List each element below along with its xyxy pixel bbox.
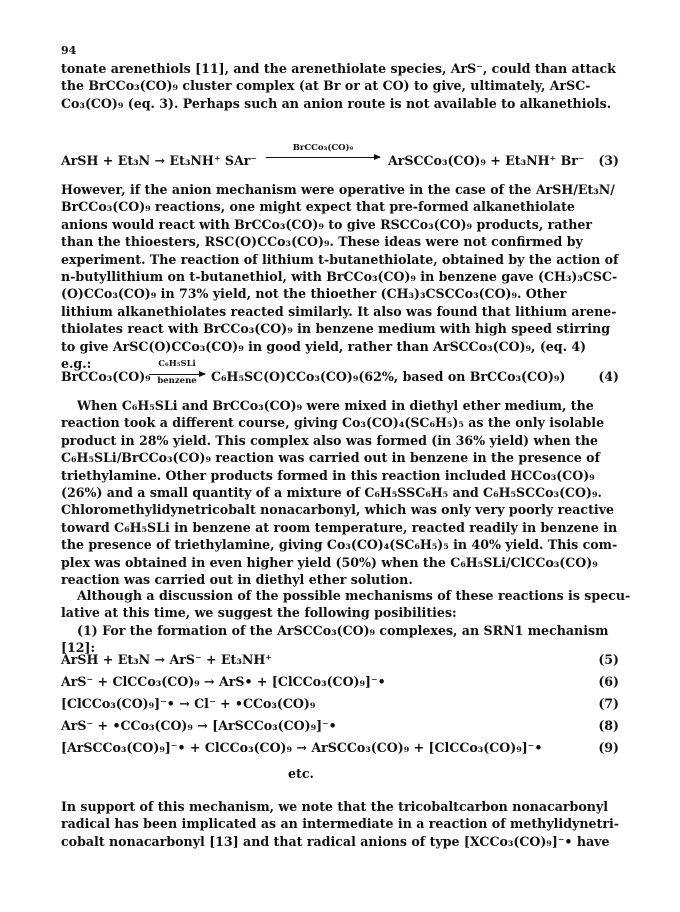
equation-8 (61, 717, 619, 735)
equation-8-text: ArS⁻ + •CCo₃(CO)₉ → [ArSCCo₃(CO)₉]⁻• (61, 718, 337, 733)
text-line: anions would react with BrCCo₃(CO)₉ to give RSCCo₃(CO)₉ products, rather (61, 216, 593, 232)
text-line: n-butyllithium on t-butanethiol, with BrCCo₃(CO)₉ in benzene gave (CH₃)₃CSC- (61, 269, 618, 285)
paragraph-4 (61, 587, 631, 657)
text-line: (26%) and a small quantity of a mixture of C₆H₅SSC₆H₅ and C₆H₅SCCo₃(CO)₉. (61, 485, 602, 501)
text-line: When C₆H₅SLi and BrCCo₃(CO)₉ were mixed in diethyl ether medium, the (77, 398, 594, 413)
reaction-arrow-icon (266, 157, 380, 158)
equation-4-solvent: benzene (157, 376, 197, 386)
text-line: to give ArSC(O)CCo₃(CO)₉ in good yield, rather than ArSCCo₃(CO)₉, (eq. 4) (61, 338, 587, 354)
text-line: thiolates react with BrCCo₃(CO)₉ in benzene medium with high speed stirring (61, 321, 611, 337)
equation-etc: etc. (288, 766, 314, 781)
equation-4-rhs: C₆H₅SC(O)CCo₃(CO)₉(62%, based on BrCCo₃(CO)₉) (211, 369, 566, 384)
text-line: the BrCCo₃(CO)₉ cluster complex (at Br or at CO) to give, ultimately, ArSC- (61, 78, 591, 94)
text-line: product in 28% yield. This complex also was formed (in 36% yield) when the (61, 432, 599, 448)
text-line: lithium alkanethiolates reacted similarly. It also was found that lithium arene- (61, 303, 617, 319)
equation-7-text: [ClCCo₃(CO)₉]⁻• → Cl⁻ + •CCo₃(CO)₉ (61, 696, 316, 711)
equation-5 (61, 651, 619, 669)
text-line: reaction took a different course, giving Co₃(CO)₄(SC₆H₅)₅ as the only isolable (61, 415, 605, 431)
equation-4-arrow (149, 359, 205, 386)
text-line: toward C₆H₅SLi in benzene at room temperature, reacted readily in benzene in (61, 519, 618, 535)
text-line: (1) For the formation of the ArSCCo₃(CO)₉ complexes, an SRN1 mechanism (77, 622, 609, 638)
equation-9 (61, 739, 619, 757)
equation-4-lhs: BrCCo₃(CO)₉ (61, 369, 151, 384)
text-line: [12]: (61, 640, 96, 656)
text-line: experiment. The reaction of lithium t-butanethiolate, obtained by the action of (61, 251, 619, 267)
equation-3-reagent: BrCCo₃(CO)₉ (292, 143, 354, 153)
text-line: In support of this mechanism, we note that the tricobaltcarbon nonacarbonyl (61, 799, 609, 814)
text-line: (O)CCo₃(CO)₉ in 73% yield, not the thioether (CH₃)₃CSCCo₃(CO)₉. Other (61, 286, 567, 302)
paragraph-2 (61, 181, 619, 372)
text-line: radical has been implicated as an intermediate in a reaction of methylidynetri- (61, 816, 619, 832)
equation-3-arrow (266, 143, 380, 158)
text-line: However, if the anion mechanism were operative in the case of the ArSH/Et₃N/ (61, 182, 615, 197)
text-line: lative at this time, we suggest the following posibilities: (61, 605, 457, 621)
equation-8-number: (8) (598, 718, 619, 733)
text-line: BrCCo₃(CO)₉ reactions, one might expect that pre-formed alkanethiolate (61, 199, 575, 215)
equation-6-text: ArS⁻ + ClCCo₃(CO)₉ → ArS• + [ClCCo₃(CO)₉]⁻• (61, 674, 386, 689)
equation-5-text: ArSH + Et₃N → ArS⁻ + Et₃NH⁺ (61, 652, 272, 667)
text-line: Co₃(CO)₉ (eq. 3). Perhaps such an anion route is not available to alkanethiols. (61, 95, 612, 111)
equation-6 (61, 673, 619, 691)
text-line: reaction was carried out in diethyl ether solution. (61, 572, 413, 588)
text-line: than the thioesters, RSC(O)CCo₃(CO)₉. These ideas were not confirmed by (61, 234, 583, 250)
text-line: Chloromethylidynetricobalt nonacarbonyl, which was only very poorly reactive (61, 502, 615, 518)
text-line: e.g.: (61, 356, 92, 372)
equation-9-text: [ArSCCo₃(CO)₉]⁻• + ClCCo₃(CO)₉ → ArSCCo₃(CO)₉ + [ClCCo₃(CO)₉]⁻• (61, 740, 543, 755)
paragraph-5 (61, 798, 619, 850)
text-line: plex was obtained in even higher yield (50%) when the C₆H₅SLi/ClCCo₃(CO)₉ (61, 554, 598, 570)
equation-3-rhs: ArSCCo₃(CO)₉ + Et₃NH⁺ Br⁻ (388, 153, 585, 168)
equation-7 (61, 695, 619, 713)
equation-4-reagent: C₆H₅SLi (158, 359, 196, 369)
text-line: triethylamine. Other products formed in this reaction included HCCo₃(CO)₉ (61, 467, 595, 483)
text-line: cobalt nonacarbonyl [13] and that radical anions of type [XCCo₃(CO)₉]⁻• have (61, 833, 610, 849)
equation-6-number: (6) (598, 674, 619, 689)
text-line: the presence of triethylamine, giving Co₃(CO)₄(SC₆H₅)₅ in 40% yield. This com- (61, 537, 618, 553)
equation-9-number: (9) (598, 740, 619, 755)
equation-5-number: (5) (598, 652, 619, 667)
text-line: Although a discussion of the possible mechanisms of these reactions is specu- (77, 588, 631, 603)
equation-3-number: (3) (598, 153, 619, 168)
equation-3 (61, 143, 619, 170)
page-number: 94 (61, 44, 77, 57)
equation-4-number: (4) (598, 369, 619, 384)
reaction-arrow-icon (149, 374, 205, 375)
equation-3-lhs: ArSH + Et₃N → Et₃NH⁺ SAr⁻ (61, 153, 258, 168)
equation-7-number: (7) (598, 696, 619, 711)
paragraph-1 (61, 60, 619, 112)
text-line: C₆H₅SLi/BrCCo₃(CO)₉ reaction was carried out in benzene in the presence of (61, 450, 600, 466)
paragraph-3 (61, 397, 619, 588)
text-line: tonate arenethiols [11], and the arenethiolate species, ArS⁻, could than attack (61, 61, 616, 76)
